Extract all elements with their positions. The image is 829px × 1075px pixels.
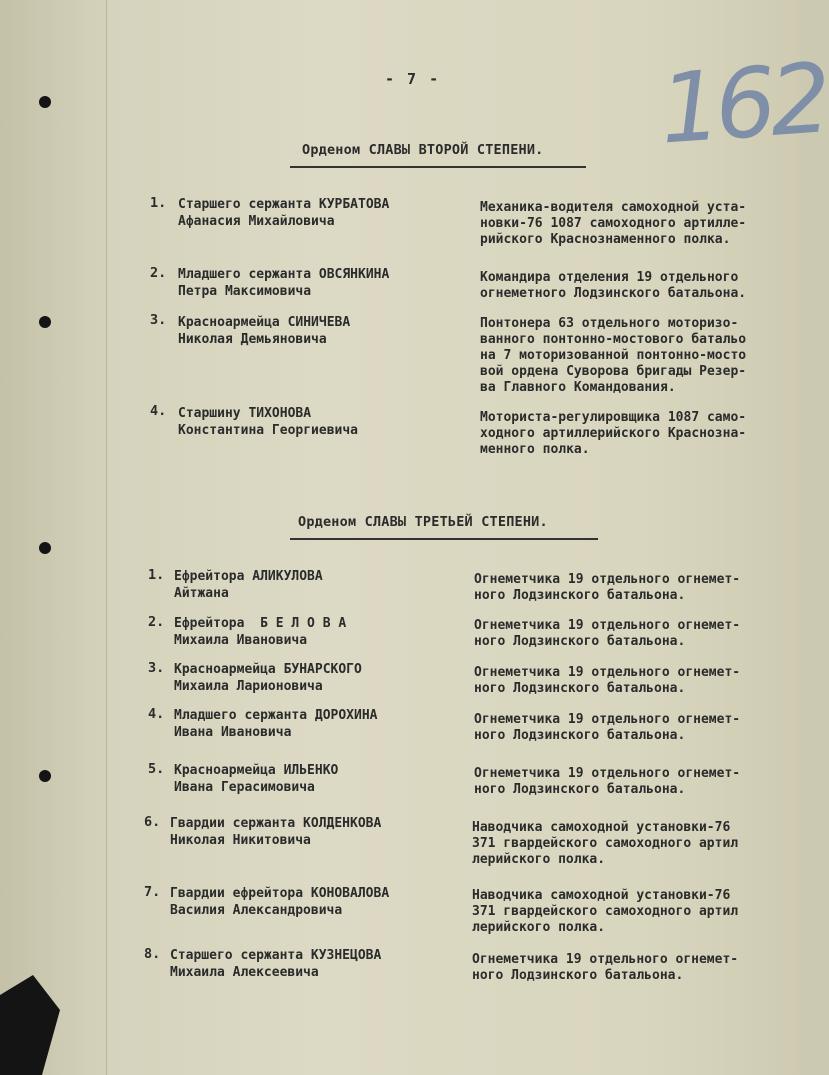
entry-name: Красноармейца СИНИЧЕВА Николая Демьяновича <box>178 315 351 347</box>
punch-hole <box>39 96 51 108</box>
entry-description: Огнеметчика 19 отдельного огнемет- ного Лодзинского батальона. <box>474 665 741 696</box>
entry-number: 5. <box>148 761 165 777</box>
page-number: - 7 - <box>385 70 441 88</box>
entry-description: Наводчика самоходной установки-76 371 гвардейского самоходного артил лерийского полка. <box>472 888 739 935</box>
entry-name: Старшего сержанта КУРБАТОВА Афанасия Михайловича <box>178 197 390 229</box>
entry-description: Огнеметчика 19 отдельного огнемет- ного Лодзинского батальона. <box>472 952 739 983</box>
entry-description: Огнеметчика 19 отдельного огнемет- ного Лодзинского батальона. <box>474 618 741 649</box>
entry-name: Гвардии ефрейтора КОНОВАЛОВА Василия Александровича <box>170 886 390 918</box>
entry-description: Огнеметчика 19 отдельного огнемет- ного Лодзинского батальона. <box>474 712 741 743</box>
entry-name: Красноармейца БУНАРСКОГО Михаила Ларионовича <box>174 662 362 694</box>
entry-name: Младшего сержанта ДОРОХИНА Ивана Ивановича <box>174 708 378 740</box>
handwritten-number: 162 <box>656 42 829 166</box>
punch-hole <box>39 542 51 554</box>
entry-number: 6. <box>144 814 161 830</box>
entry-number: 7. <box>144 884 161 900</box>
entry-description: Командира отделения 19 отдельного огнеметного Лодзинского батальона. <box>480 270 747 301</box>
entry-description: Моториста-регулировщика 1087 само- ходного артиллерийского Краснозна- менного полка. <box>480 410 747 457</box>
entry-name: Гвардии сержанта КОЛДЕНКОВА Николая Никитовича <box>170 816 382 848</box>
margin-line <box>106 0 107 1075</box>
entry-name: Ефрейтора Б Е Л О В А Михаила Ивановича <box>174 616 347 648</box>
entry-description: Огнеметчика 19 отдельного огнемет- ного Лодзинского батальона. <box>474 766 741 797</box>
entry-number: 1. <box>148 567 165 583</box>
entry-description: Понтонера 63 отдельного моторизо- ванного понтонно-мостового батальо на 7 моторизованной понтонно-мосто вой ордена Суворова бригады Резер- ва Главного Командования. <box>480 316 747 395</box>
entry-description: Механика-водителя самоходной уста- новки-76 1087 самоходного артилле- рийского Краснознаменного полка. <box>480 200 747 247</box>
punch-hole <box>39 770 51 782</box>
entry-number: 3. <box>150 312 167 328</box>
entry-number: 4. <box>150 403 167 419</box>
punch-hole <box>39 316 51 328</box>
entry-name: Красноармейца ИЛЬЕНКО Ивана Герасимовича <box>174 763 339 795</box>
torn-corner <box>0 975 60 1075</box>
entry-description: Наводчика самоходной установки-76 371 гвардейского самоходного артил лерийского полка. <box>472 820 739 867</box>
section-heading: Орденом СЛАВЫ ВТОРОЙ СТЕПЕНИ. <box>302 142 544 158</box>
entry-description: Огнеметчика 19 отдельного огнемет- ного Лодзинского батальона. <box>474 572 741 603</box>
heading-underline <box>290 166 586 168</box>
entry-number: 2. <box>150 265 167 281</box>
entry-number: 4. <box>148 706 165 722</box>
section-heading: Орденом СЛАВЫ ТРЕТЬЕЙ СТЕПЕНИ. <box>298 514 548 530</box>
entry-name: Ефрейтора АЛИКУЛОВА Айтжана <box>174 569 323 601</box>
entry-number: 2. <box>148 614 165 630</box>
entry-number: 1. <box>150 195 167 211</box>
entry-name: Младшего сержанта ОВСЯНКИНА Петра Максимовича <box>178 267 390 299</box>
entry-number: 3. <box>148 660 165 676</box>
entry-name: Старшину ТИХОНОВА Константина Георгиевича <box>178 406 359 438</box>
entry-name: Старшего сержанта КУЗНЕЦОВА Михаила Алексеевича <box>170 948 382 980</box>
heading-underline <box>290 538 598 540</box>
entry-number: 8. <box>144 946 161 962</box>
